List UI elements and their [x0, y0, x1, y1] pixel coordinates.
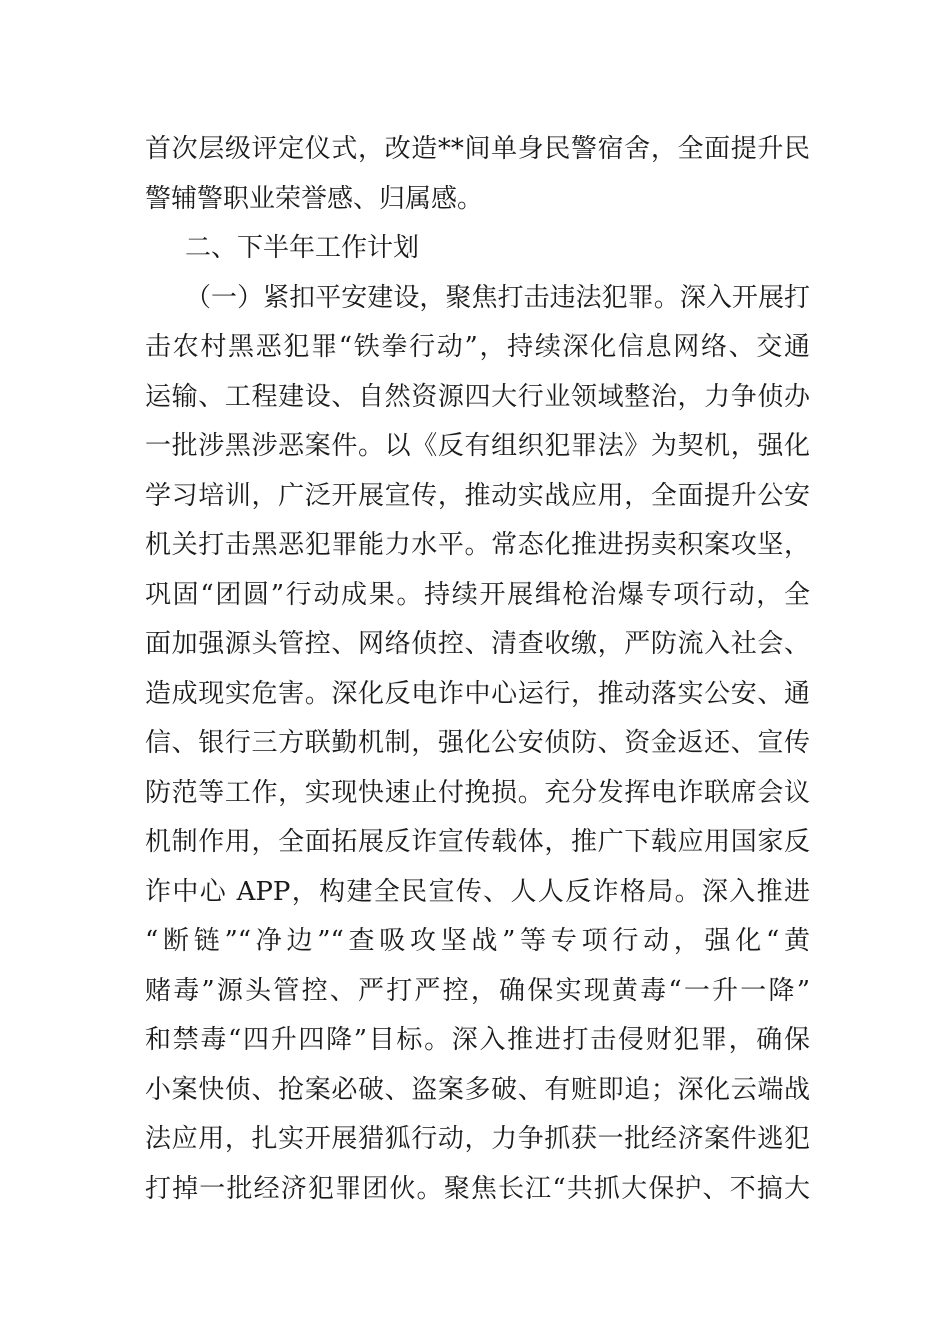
paragraph-line: 和禁毒“四升四降”目标。深入推进打击侵财犯罪，确保: [145, 1025, 810, 1055]
paragraph-line: 打掉一批经济犯罪团伙。聚焦长江“共抓大保护、不搞大: [145, 1173, 810, 1204]
paragraph-line: 防范等工作，实现快速止付挽损。充分发挥电诈联席会议: [145, 777, 810, 808]
paragraph-line: 机关打击黑恶犯罪能力水平。常态化推进拐卖积案攻坚，: [145, 530, 810, 560]
paragraph-line: 诈中心 APP，构建全民宣传、人人反诈格局。深入推进: [145, 876, 810, 907]
paragraph-line: （一）紧扣平安建设，聚焦打击违法犯罪。深入开展打: [185, 282, 810, 313]
paragraph-line: 小案快侦、抢案必破、盗案多破、有赃即追；深化云端战: [145, 1074, 810, 1105]
section-heading: 二、下半年工作计划: [185, 233, 420, 263]
paragraph-line: 造成现实危害。深化反电诈中心运行，推动落实公安、通: [145, 678, 810, 709]
paragraph-line: “断链”“净边”“查吸攻坚战”等专项行动，强化“黄: [145, 926, 810, 956]
paragraph-line: 击农村黑恶犯罪“铁拳行动”，持续深化信息网络、交通: [145, 332, 810, 362]
paragraph-line: 信、银行三方联勤机制，强化公安侦防、资金返还、宣传: [145, 728, 810, 758]
paragraph-line: 法应用，扎实开展猎狐行动，力争抓获一批经济案件逃犯: [145, 1124, 810, 1154]
paragraph-line: 警辅警职业荣誉感、归属感。: [145, 183, 484, 214]
paragraph-line: 一批涉黑涉恶案件。以《反有组织犯罪法》为契机，强化: [145, 431, 810, 461]
paragraph-line: 机制作用，全面拓展反诈宣传载体，推广下载应用国家反: [145, 827, 810, 857]
paragraph-line: 面加强源头管控、网络侦控、清查收缴，严防流入社会、: [145, 629, 810, 659]
paragraph-line: 赌毒”源头管控、严打严控，确保实现黄毒“一升一降”: [145, 975, 810, 1006]
document-body: [145, 125, 810, 1214]
paragraph-line: 巩固“团圆”行动成果。持续开展缉枪治爆专项行动，全: [145, 579, 810, 610]
paragraph-line: 学习培训，广泛开展宣传，推动实战应用，全面提升公安: [145, 480, 810, 511]
paragraph-line: 首次层级评定仪式，改造**间单身民警宿舍，全面提升民: [145, 134, 810, 164]
paragraph-line: 运输、工程建设、自然资源四大行业领域整治，力争侦办: [145, 381, 810, 412]
